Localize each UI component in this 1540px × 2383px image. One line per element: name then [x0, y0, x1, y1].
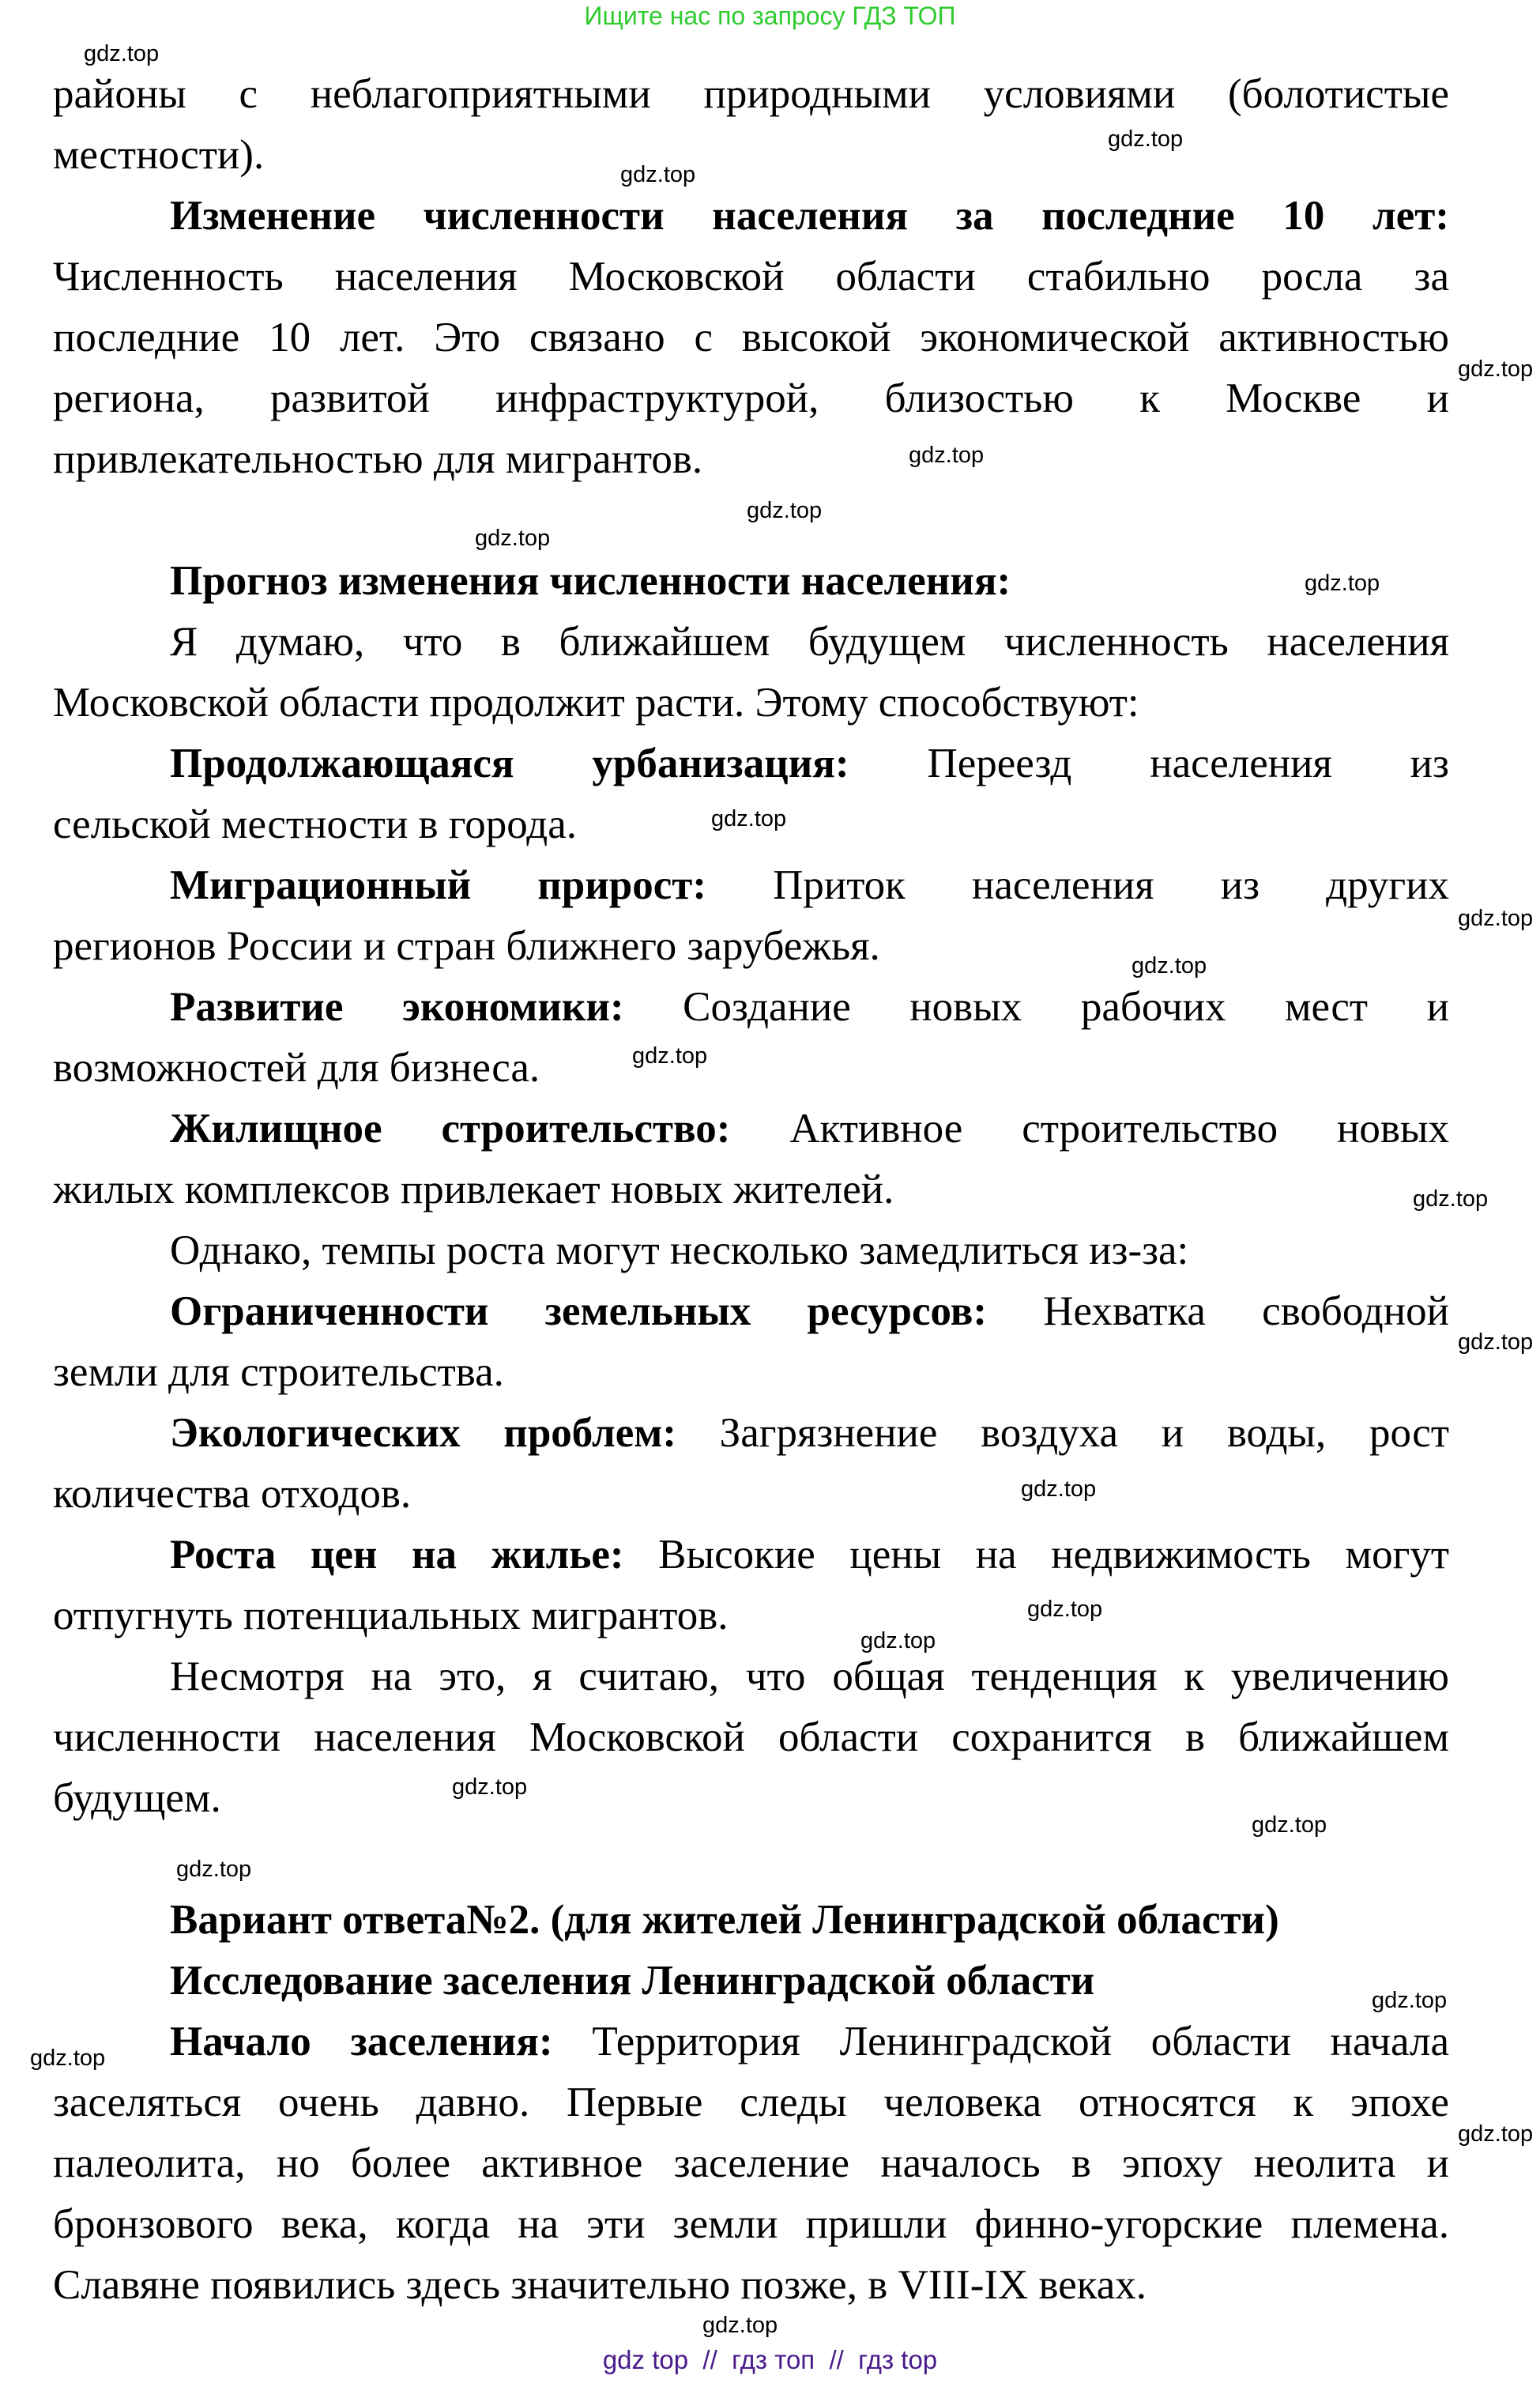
- text-line: [53, 733, 1449, 794]
- text-line: [53, 1038, 1449, 1099]
- text-line: [53, 612, 1449, 673]
- watermark-text: gdz.top: [1021, 1476, 1097, 1502]
- line-text: Нехватка свободной: [986, 1288, 1449, 1334]
- watermark-text: gdz.top: [1458, 906, 1534, 931]
- bold-heading: Ограниченности земельных ресурсов:: [170, 1288, 987, 1334]
- bold-heading: Продолжающаяся урбанизация:: [170, 741, 849, 786]
- watermark-text: gdz.top: [747, 498, 823, 523]
- text-line: [53, 1525, 1449, 1586]
- bold-heading: Исследование заселения Ленинградской области: [170, 1958, 1095, 2004]
- watermark-text: gdz.top: [1458, 1329, 1534, 1355]
- line-text: численности населения Московской области сохранится в ближайшем: [53, 1714, 1449, 1760]
- line-text: региона, развитой инфраструктурой, близостью к Москве и: [53, 375, 1449, 421]
- bold-heading: Прогноз изменения численности населения:: [170, 558, 1011, 604]
- text-line: [53, 1159, 1449, 1220]
- text-line: [53, 1281, 1449, 1342]
- text-line: [53, 125, 1449, 186]
- line-text: Приток населения из других: [706, 862, 1449, 908]
- line-text: Активное строительство новых: [730, 1106, 1449, 1152]
- line-text: сельской местности в города.: [53, 801, 577, 847]
- text-line: [53, 1586, 1449, 1646]
- line-text: Однако, темпы роста могут несколько замедлиться из-за:: [170, 1227, 1189, 1273]
- line-text: возможностей для бизнеса.: [53, 1045, 540, 1091]
- line-text: Загрязнение воздуха и воды, рост: [676, 1410, 1449, 1456]
- text-line: [53, 1951, 1449, 2012]
- text-line: [53, 1646, 1449, 1707]
- text-line: [53, 1768, 1449, 1829]
- text-line: [53, 551, 1449, 612]
- text-line: [53, 307, 1449, 368]
- watermark-text: gdz.top: [1027, 1597, 1103, 1622]
- watermark-text: gdz.top: [909, 443, 985, 468]
- line-text: Создание новых рабочих мест и: [623, 984, 1449, 1030]
- watermark-text: gdz.top: [452, 1774, 528, 1800]
- watermark-text: gdz.top: [1252, 1812, 1327, 1838]
- watermark-text: gdz.top: [30, 2046, 106, 2071]
- text-line: [53, 2072, 1449, 2133]
- line-text: количества отходов.: [53, 1471, 412, 1517]
- bold-heading: Вариант ответа№2. (для жителей Ленинградской области): [170, 1897, 1279, 1943]
- bold-heading: Изменение численности населения за последние 10 лет:: [170, 193, 1449, 239]
- bold-heading: Роста цен на жилье:: [170, 1532, 624, 1578]
- watermark-text: gdz.top: [1108, 126, 1184, 152]
- line-text: отпугнуть потенциальных мигрантов.: [53, 1593, 729, 1638]
- text-line: [53, 2133, 1449, 2194]
- text-line: [53, 2255, 1449, 2316]
- watermark-text: gdz.top: [1305, 571, 1380, 596]
- watermark-text: gdz.top: [1131, 953, 1207, 978]
- text-line: [53, 673, 1449, 733]
- watermark-text: gdz.top: [176, 1857, 252, 1882]
- bold-heading: Миграционный прирост:: [170, 862, 706, 908]
- line-text: Численность населения Московской области стабильно росла за: [53, 254, 1449, 300]
- line-text: Славяне появились здесь значительно позже, в VIII-IX веках.: [53, 2262, 1147, 2308]
- line-text: заселяться очень давно. Первые следы человека относятся к эпохе: [53, 2079, 1449, 2125]
- line-text: Территория Ленинградской области начала: [552, 2019, 1449, 2064]
- text-line: [53, 1403, 1449, 1464]
- line-text: местности).: [53, 132, 265, 178]
- watermark-text: gdz.top: [1458, 2121, 1534, 2147]
- text-line: [53, 1220, 1449, 1281]
- line-text: будущем.: [53, 1775, 221, 1821]
- line-text: палеолита, но более активное заселение началось в эпоху неолита и: [53, 2140, 1449, 2186]
- line-text: Несмотря на это, я считаю, что общая тенденция к увеличению: [170, 1653, 1449, 1699]
- line-text: Переезд населения из: [849, 741, 1449, 786]
- line-text: привлекательностью для мигрантов.: [53, 436, 703, 482]
- line-text: Московской области продолжит расти. Этому способствуют:: [53, 680, 1139, 726]
- bold-heading: Развитие экономики:: [170, 984, 624, 1030]
- text-line: [53, 1890, 1449, 1951]
- text-line: [53, 247, 1449, 307]
- watermark-text: gdz.top: [1458, 356, 1534, 382]
- text-line: [53, 2194, 1449, 2255]
- blank-line: [53, 1829, 1449, 1890]
- line-text: районы с неблагоприятными природными условиями (болотистые: [53, 71, 1449, 117]
- bold-heading: Начало заселения:: [170, 2019, 553, 2064]
- text-line: [53, 977, 1449, 1038]
- text-line: [53, 1464, 1449, 1525]
- line-text: регионов России и стран ближнего зарубежья.: [53, 923, 880, 969]
- watermark-text: gdz.top: [475, 526, 551, 551]
- line-text: жилых комплексов привлекает новых жителей.: [53, 1167, 894, 1212]
- text-line: [53, 916, 1449, 977]
- footer-banner: gdz top // гдз топ // гдз top: [602, 2345, 938, 2374]
- text-line: [53, 64, 1449, 125]
- watermark-text: gdz.top: [620, 162, 696, 187]
- text-line: [53, 368, 1449, 429]
- text-line: [53, 186, 1449, 247]
- watermark-text: gdz.top: [711, 806, 787, 831]
- watermark-text: gdz.top: [702, 2313, 778, 2338]
- line-text: последние 10 лет. Это связано с высокой экономической активностью: [53, 315, 1449, 360]
- bold-heading: Жилищное строительство:: [170, 1106, 731, 1152]
- search-banner: Ищите нас по запросу ГДЗ ТОП: [584, 2, 956, 30]
- watermark-text: gdz.top: [860, 1628, 936, 1653]
- line-text: Я думаю, что в ближайшем будущем численность населения: [170, 619, 1449, 665]
- line-text: бронзового века, когда на эти земли пришли финно-угорские племена.: [53, 2201, 1449, 2247]
- line-text: Высокие цены на недвижимость могут: [623, 1532, 1449, 1578]
- watermark-text: gdz.top: [632, 1043, 708, 1069]
- text-line: [53, 2012, 1449, 2072]
- watermark-text: gdz.top: [1413, 1186, 1489, 1212]
- text-line: [53, 1099, 1449, 1159]
- text-line: [53, 1342, 1449, 1403]
- text-line: [53, 855, 1449, 916]
- text-line: [53, 1707, 1449, 1768]
- watermark-text: gdz.top: [1372, 1988, 1448, 2013]
- bold-heading: Экологических проблем:: [170, 1410, 676, 1456]
- watermark-text: gdz.top: [84, 41, 160, 66]
- document-body: [53, 64, 1449, 2316]
- text-line: [53, 429, 1449, 490]
- line-text: земли для строительства.: [53, 1349, 504, 1395]
